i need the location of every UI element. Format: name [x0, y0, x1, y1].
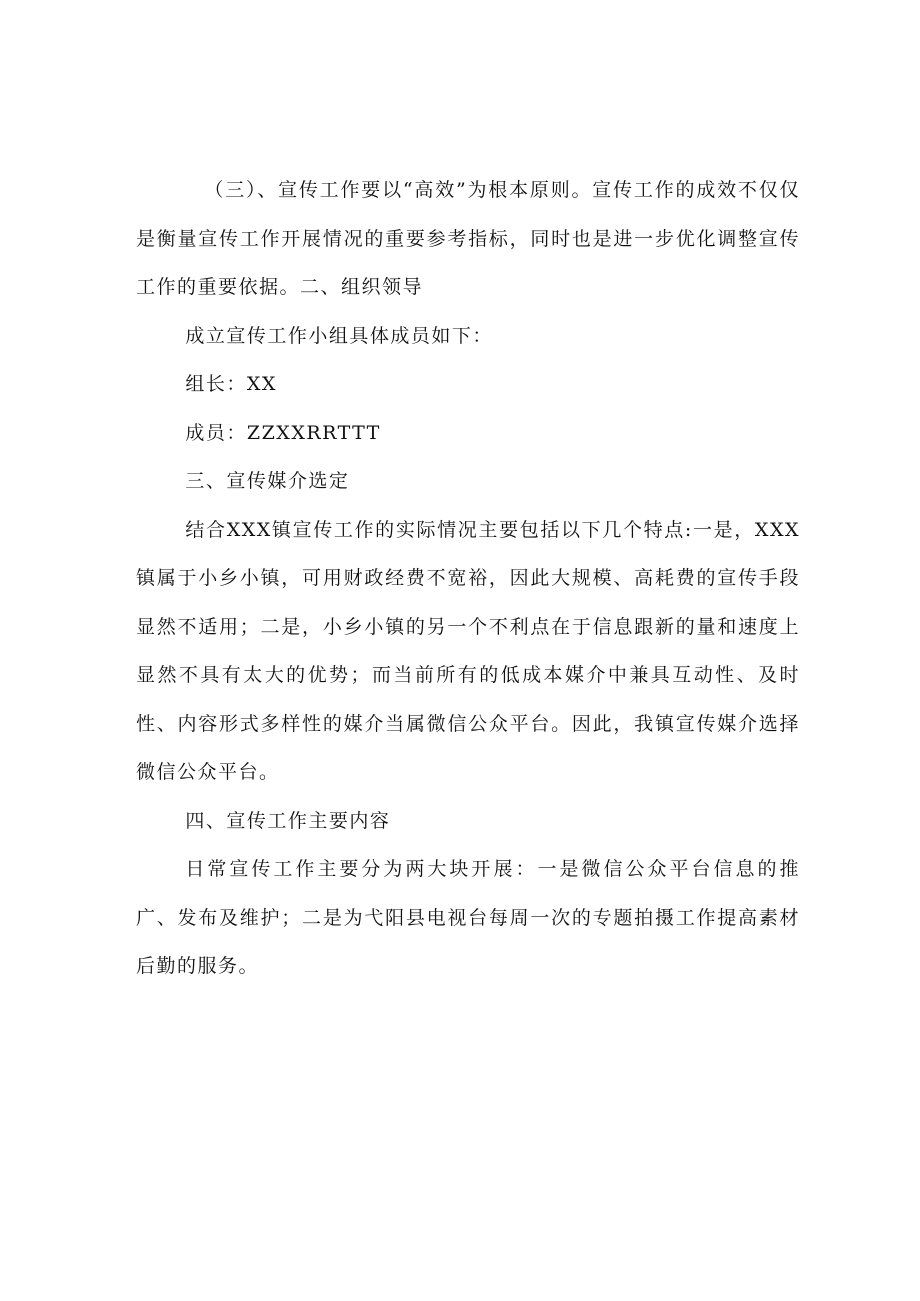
paragraph-main-content: 日常宣传工作主要分为两大块开展：一是微信公众平台信息的推广、发布及维护；二是为弋阳县电视台每周一次的专题拍摄工作提高素材后勤的服务。	[136, 858, 800, 977]
heading-main-content: 四、宣传工作主要内容	[185, 809, 391, 832]
paragraph-team-leader: 组长：XX	[185, 373, 277, 395]
paragraph-media-selection: 结合XXX镇宣传工作的实际情况主要包括以下几个特点:一是，XXX镇属于小乡小镇，可用财政经费不宽裕，因此大规模、高耗费的宣传手段显然不适用；二是，小乡小镇的另一个不利点在于信息跟新的量和速度上显然不具有太大的优势；而当前所有的低成本媒介中兼具互动性、及时性、内容形式多样性的媒介当属微信公众平台。因此，我镇宣传媒介选择微信公众平台。	[136, 518, 800, 783]
paragraph-team-members: 成员：ZZXXRRTTT	[185, 421, 381, 444]
document-body	[136, 166, 800, 991]
paragraph-principle-efficiency: （三）、宣传工作要以“高效”为根本原则。宣传工作的成效不仅仅是衡量宣传工作开展情况的重要参考指标，同时也是进一步优化调整宣传工作的重要依据。二、组织领导	[136, 179, 800, 298]
paragraph-team-setup: 成立宣传工作小组具体成员如下：	[185, 324, 493, 347]
heading-media-selection: 三、宣传媒介选定	[185, 470, 350, 492]
